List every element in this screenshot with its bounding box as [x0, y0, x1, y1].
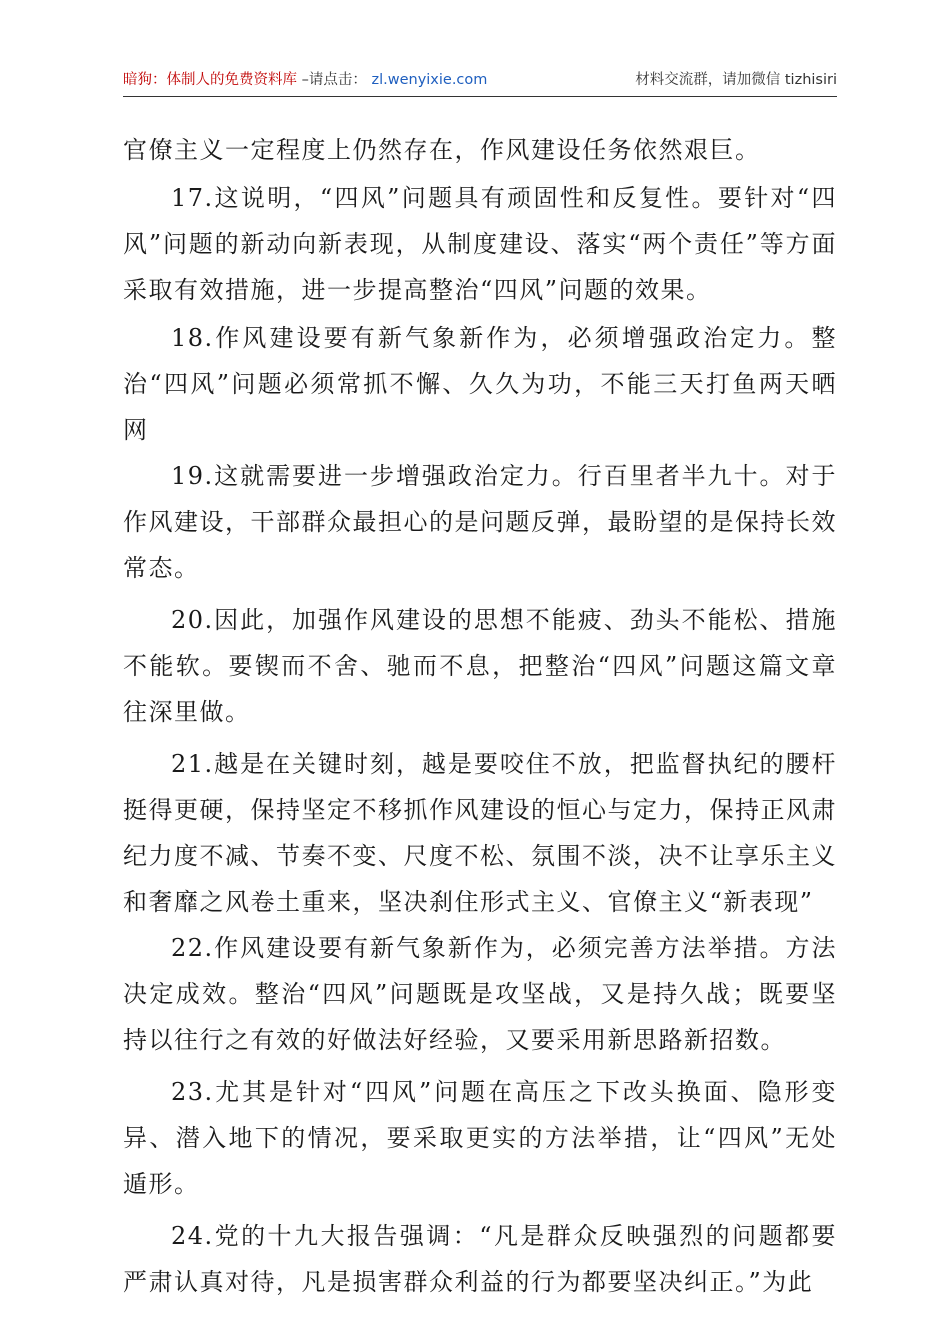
paragraph-21: 21.越是在关键时刻，越是要咬住不放，把监督执纪的腰杆挺得更硬，保持坚定不移抓作风建设的恒心与定力，保持正风肃纪力度不减、节奏不变、尺度不松、氛围不淡，决不让享乐主义和奢靡之风卷土重来，坚决刹住形式主义、官僚主义“新表现” — [123, 750, 837, 916]
paragraph-18: 18.作风建设要有新气象新作为，必须增强政治定力。整治“四风”问题必须常抓不懈、久久为功，不能三天打鱼两天晒网 — [123, 324, 837, 444]
paragraph-20: 20.因此，加强作风建设的思想不能疲、劲头不能松、措施不能软。要锲而不舍、驰而不息，把整治“四风”问题这篇文章往深里做。 — [123, 606, 837, 726]
page-header — [123, 70, 837, 97]
paragraph-17: 17.这说明，“四风”问题具有顽固性和反复性。要针对“四风”问题的新动向新表现，从制度建设、落实“两个责任”等方面采取有效措施，进一步提高整治“四风”问题的效果。 — [123, 184, 837, 304]
header-prompt: –请点击： — [301, 72, 367, 88]
paragraph-19: 19.这就需要进一步增强政治定力。行百里者半九十。对于作风建设，干部群众最担心的是问题反弹，最盼望的是保持长效常态。 — [123, 462, 837, 582]
header-link[interactable]: zl.wenyixie.com — [371, 72, 488, 88]
paragraph-23: 23.尤其是针对“四风”问题在高压之下改头换面、隐形变异、潜入地下的情况，要采取更实的方法举措，让“四风”无处遁形。 — [123, 1078, 837, 1198]
header-contact: 材料交流群，请加微信 tizhisiri — [635, 72, 837, 88]
paragraph-24: 24.党的十九大报告强调：“凡是群众反映强烈的问题都要严肃认真对待，凡是损害群众利益的行为都要坚决纠正。”为此 — [123, 1222, 837, 1296]
header-brand: 暗狗：体制人的免费资料库 — [123, 72, 297, 88]
paragraph-22: 22.作风建设要有新气象新作为，必须完善方法举措。方法决定成效。整治“四风”问题既是攻坚战，又是持久战；既要坚持以往行之有效的好做法好经验，又要采用新思路新招数。 — [123, 934, 837, 1054]
paragraph-continued: 官僚主义一定程度上仍然存在，作风建设任务依然艰巨。 — [123, 136, 761, 164]
document-body — [123, 127, 837, 1305]
